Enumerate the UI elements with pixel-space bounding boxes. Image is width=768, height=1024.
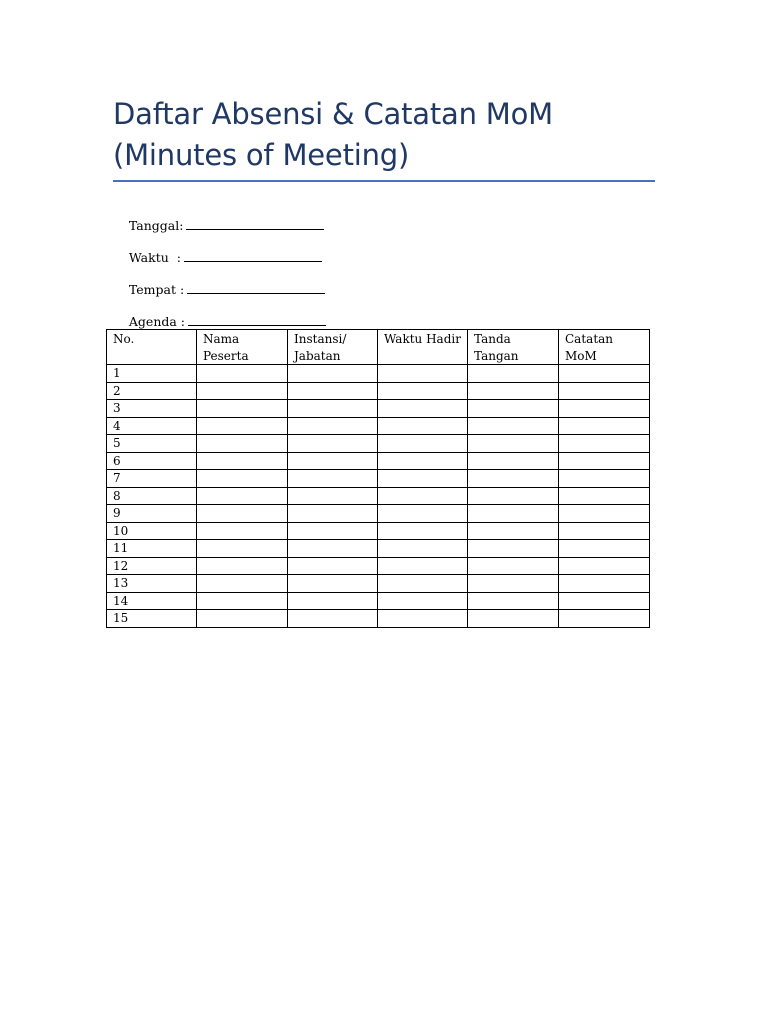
row-number: 12 [107,557,197,575]
table-row [107,522,650,540]
header-catatan-mom: Catatan MoM [559,330,650,365]
table-cell[interactable] [468,470,559,488]
table-cell[interactable] [288,470,378,488]
table-cell[interactable] [468,540,559,558]
header-waktu-hadir: Waktu Hadir [378,330,468,365]
row-number: 14 [107,592,197,610]
table-cell[interactable] [288,592,378,610]
table-cell[interactable] [288,575,378,593]
table-cell[interactable] [378,470,468,488]
table-row [107,382,650,400]
title-line-1: Daftar Absensi & Catatan MoM [113,97,553,131]
table-cell[interactable] [288,540,378,558]
table-cell[interactable] [378,592,468,610]
table-cell[interactable] [197,487,288,505]
table-cell[interactable] [468,435,559,453]
field-label: Tanggal: [128,218,184,233]
table-cell[interactable] [378,452,468,470]
row-number: 11 [107,540,197,558]
header-tanda-tangan: Tanda Tangan [468,330,559,365]
table-cell[interactable] [197,435,288,453]
table-cell[interactable] [197,400,288,418]
table-cell[interactable] [197,417,288,435]
table-cell[interactable] [468,522,559,540]
table-cell[interactable] [288,487,378,505]
row-number: 7 [107,470,197,488]
row-number: 9 [107,505,197,523]
table-cell[interactable] [559,505,650,523]
title-underline [113,180,655,182]
table-cell[interactable] [288,522,378,540]
table-cell[interactable] [288,557,378,575]
table-cell[interactable] [468,557,559,575]
table-cell[interactable] [197,610,288,628]
table-cell[interactable] [288,452,378,470]
page-title [113,94,673,176]
table-cell[interactable] [468,382,559,400]
table-row [107,470,650,488]
table-cell[interactable] [288,435,378,453]
row-number: 3 [107,400,197,418]
table-cell[interactable] [559,400,650,418]
header-nama-peserta: Nama Peserta [197,330,288,365]
row-number: 6 [107,452,197,470]
table-cell[interactable] [468,400,559,418]
fill-in-blank [187,282,325,294]
table-cell[interactable] [378,610,468,628]
table-cell[interactable] [197,557,288,575]
table-row [107,435,650,453]
table-row [107,610,650,628]
table-cell[interactable] [197,540,288,558]
table-row [107,592,650,610]
table-cell[interactable] [378,487,468,505]
table-cell[interactable] [197,575,288,593]
table-cell[interactable] [468,417,559,435]
table-cell[interactable] [197,365,288,383]
table-cell[interactable] [468,592,559,610]
table-cell[interactable] [378,400,468,418]
table-cell[interactable] [378,382,468,400]
table-cell[interactable] [559,365,650,383]
table-cell[interactable] [378,417,468,435]
attendance-table [106,329,650,628]
row-number: 8 [107,487,197,505]
table-cell[interactable] [559,540,650,558]
table-cell[interactable] [559,487,650,505]
table-cell[interactable] [288,417,378,435]
table-row [107,540,650,558]
row-number: 13 [107,575,197,593]
field-label: Waktu : [128,250,181,265]
table-row [107,417,650,435]
table-row [107,452,650,470]
table-cell[interactable] [468,575,559,593]
table-cell[interactable] [468,610,559,628]
table-cell[interactable] [378,522,468,540]
table-cell[interactable] [468,365,559,383]
table-cell[interactable] [197,505,288,523]
title-line-2: (Minutes of Meeting) [113,138,410,172]
table-cell[interactable] [378,540,468,558]
table-cell[interactable] [559,575,650,593]
header-no: No. [107,330,197,365]
table-cell[interactable] [288,400,378,418]
table-cell[interactable] [468,487,559,505]
fill-in-blank [188,314,326,326]
table-row [107,505,650,523]
table-row [107,575,650,593]
table-cell[interactable] [197,522,288,540]
table-cell[interactable] [559,557,650,575]
table-cell[interactable] [197,592,288,610]
fill-in-blank [186,218,324,230]
table-header-row [107,330,650,365]
table-cell[interactable] [378,435,468,453]
header-instansi-jabatan: Instansi/ Jabatan [288,330,378,365]
table-row [107,400,650,418]
row-number: 15 [107,610,197,628]
table-cell[interactable] [378,557,468,575]
table-cell[interactable] [468,452,559,470]
table-cell[interactable] [197,470,288,488]
table-row [107,557,650,575]
row-number: 5 [107,435,197,453]
field-label: Tempat : [128,282,185,297]
table-cell[interactable] [559,435,650,453]
row-number: 10 [107,522,197,540]
table-cell[interactable] [468,505,559,523]
table-cell[interactable] [197,452,288,470]
table-cell[interactable] [378,575,468,593]
table-cell[interactable] [559,610,650,628]
table-cell[interactable] [288,610,378,628]
table-row [107,487,650,505]
table-cell[interactable] [378,365,468,383]
table-row [107,365,650,383]
fill-in-blank [184,250,322,262]
table-cell[interactable] [288,365,378,383]
table-cell[interactable] [559,592,650,610]
table-cell[interactable] [378,505,468,523]
row-number: 4 [107,417,197,435]
table-cell[interactable] [559,417,650,435]
row-number: 2 [107,382,197,400]
table-cell[interactable] [559,470,650,488]
table-cell[interactable] [559,522,650,540]
table-cell[interactable] [559,382,650,400]
row-number: 1 [107,365,197,383]
table-cell[interactable] [559,452,650,470]
table-cell[interactable] [197,382,288,400]
table-cell[interactable] [288,382,378,400]
table-cell[interactable] [288,505,378,523]
field-label: Agenda : [128,314,186,329]
